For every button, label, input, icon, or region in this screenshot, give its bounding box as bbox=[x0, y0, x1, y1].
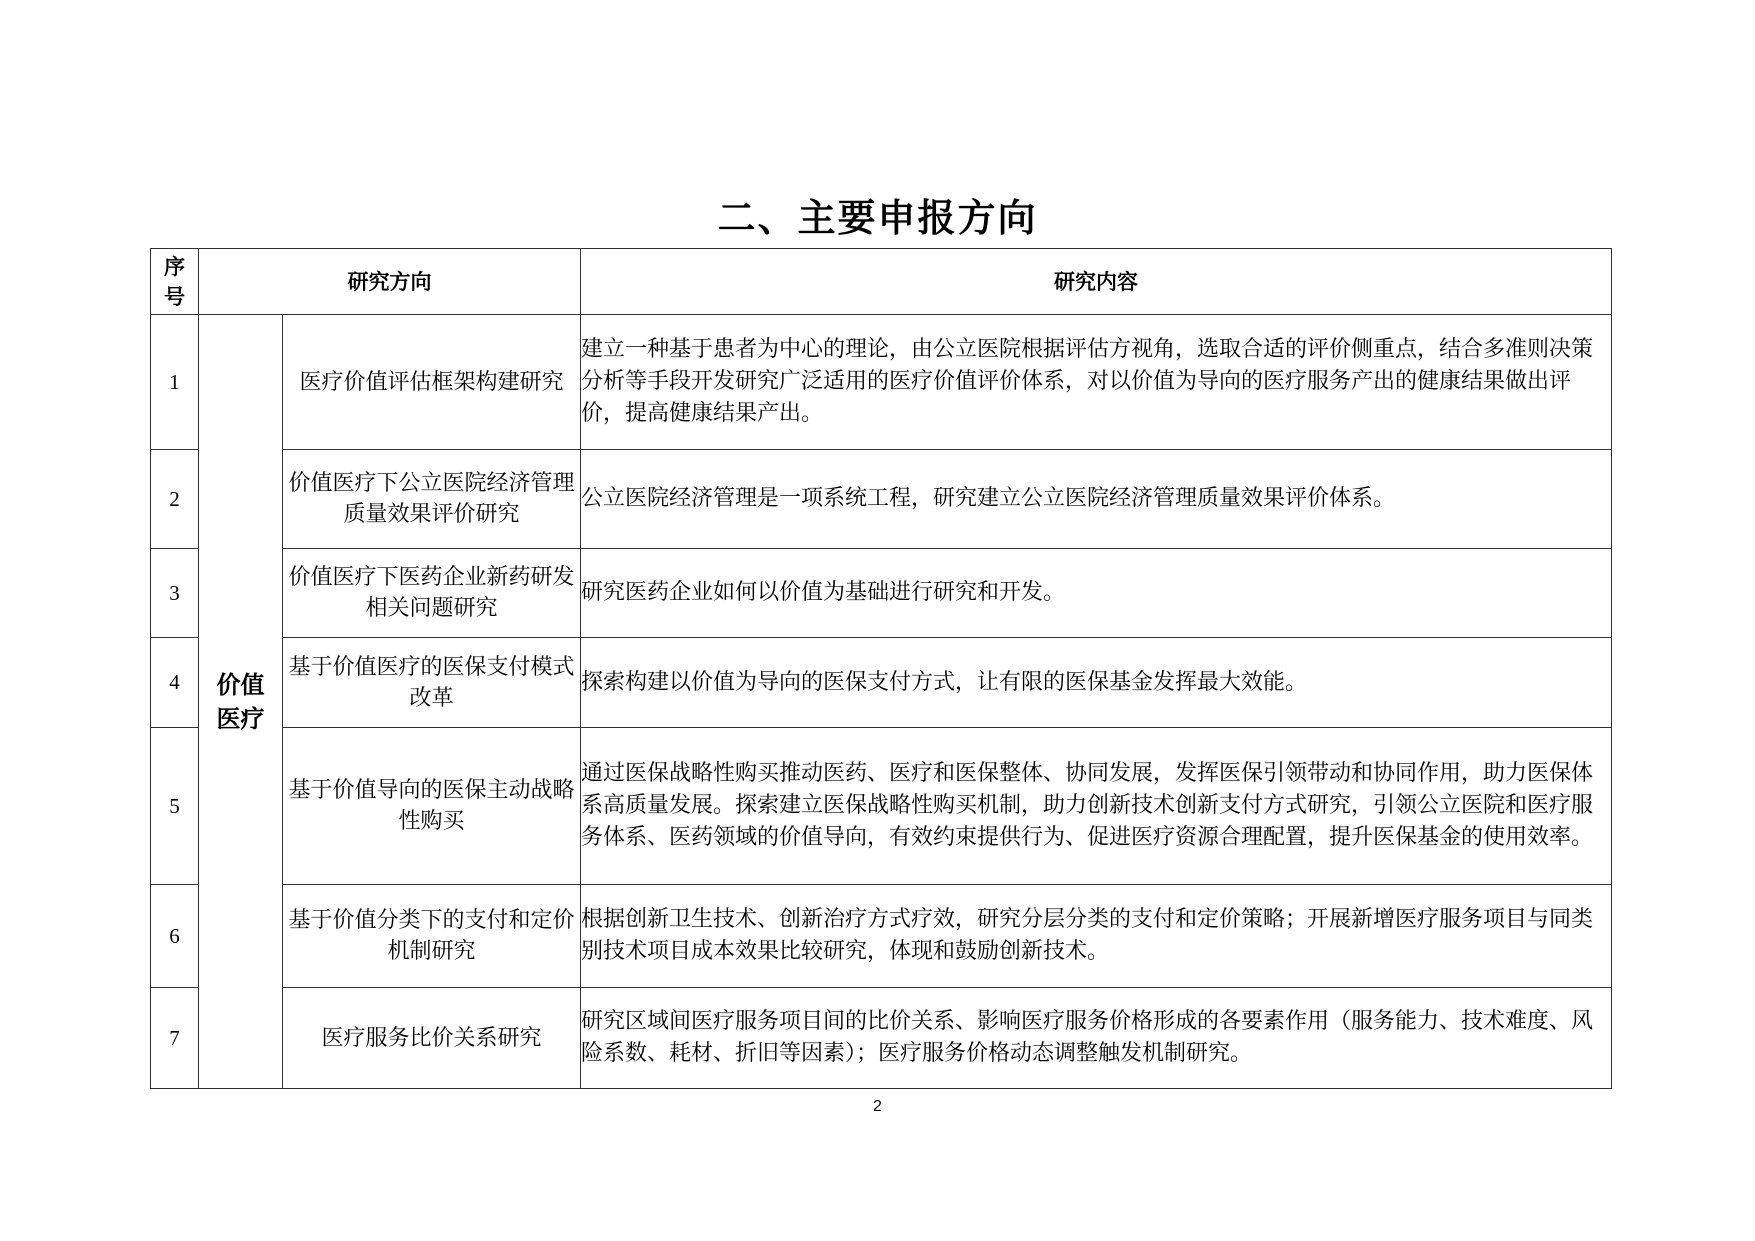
row-direction: 基于价值导向的医保主动战略性购买 bbox=[283, 728, 581, 885]
row-number: 1 bbox=[151, 315, 199, 450]
row-number: 5 bbox=[151, 728, 199, 885]
header-direction: 研究方向 bbox=[199, 249, 581, 315]
row-number: 3 bbox=[151, 549, 199, 638]
table-row bbox=[151, 638, 1612, 728]
category-cell bbox=[199, 315, 283, 1089]
row-content: 研究区域间医疗服务项目间的比价关系、影响医疗服务价格形成的各要素作用（服务能力、技术难度、风险系数、耗材、折旧等因素）；医疗服务价格动态调整触发机制研究。 bbox=[581, 988, 1612, 1089]
row-content: 公立医院经济管理是一项系统工程，研究建立公立医院经济管理质量效果评价体系。 bbox=[581, 450, 1612, 549]
category-label: 价值医疗 bbox=[216, 670, 265, 733]
row-number: 4 bbox=[151, 638, 199, 728]
page-title: 二、主要申报方向 bbox=[717, 196, 1038, 240]
table-header-row bbox=[151, 249, 1612, 315]
row-content: 研究医药企业如何以价值为基础进行研究和开发。 bbox=[581, 549, 1612, 638]
table-row bbox=[151, 549, 1612, 638]
row-content: 建立一种基于患者为中心的理论，由公立医院根据评估方视角，选取合适的评价侧重点，结合多准则决策分析等手段开发研究广泛适用的医疗价值评价体系，对以价值为导向的医疗服务产出的健康结果做出评价，提高健康结果产出。 bbox=[581, 315, 1612, 450]
row-direction: 基于价值分类下的支付和定价机制研究 bbox=[283, 885, 581, 988]
table-row bbox=[151, 988, 1612, 1089]
row-direction: 价值医疗下医药企业新药研发相关问题研究 bbox=[283, 549, 581, 638]
row-content: 根据创新卫生技术、创新治疗方式疗效，研究分层分类的支付和定价策略；开展新增医疗服务项目与同类别技术项目成本效果比较研究，体现和鼓励创新技术。 bbox=[581, 885, 1612, 988]
row-content: 探索构建以价值为导向的医保支付方式，让有限的医保基金发挥最大效能。 bbox=[581, 638, 1612, 728]
research-directions-table bbox=[150, 248, 1612, 1089]
row-direction: 医疗服务比价关系研究 bbox=[283, 988, 581, 1089]
page-number: 2 bbox=[873, 1098, 882, 1115]
header-content: 研究内容 bbox=[581, 249, 1612, 315]
table-row bbox=[151, 450, 1612, 549]
table-row bbox=[151, 885, 1612, 988]
row-direction: 基于价值医疗的医保支付模式改革 bbox=[283, 638, 581, 728]
row-direction: 医疗价值评估框架构建研究 bbox=[283, 315, 581, 450]
row-direction: 价值医疗下公立医院经济管理质量效果评价研究 bbox=[283, 450, 581, 549]
row-content: 通过医保战略性购买推动医药、医疗和医保整体、协同发展，发挥医保引领带动和协同作用，助力医保体系高质量发展。探索建立医保战略性购买机制，助力创新技术创新支付方式研究，引领公立医院和医疗服务体系、医药领域的价值导向，有效约束提供行为、促进医疗资源合理配置，提升医保基金的使用效率。 bbox=[581, 728, 1612, 885]
row-number: 2 bbox=[151, 450, 199, 549]
table-row bbox=[151, 315, 1612, 450]
row-number: 6 bbox=[151, 885, 199, 988]
header-number: 序号 bbox=[151, 249, 199, 315]
table-row bbox=[151, 728, 1612, 885]
row-number: 7 bbox=[151, 988, 199, 1089]
